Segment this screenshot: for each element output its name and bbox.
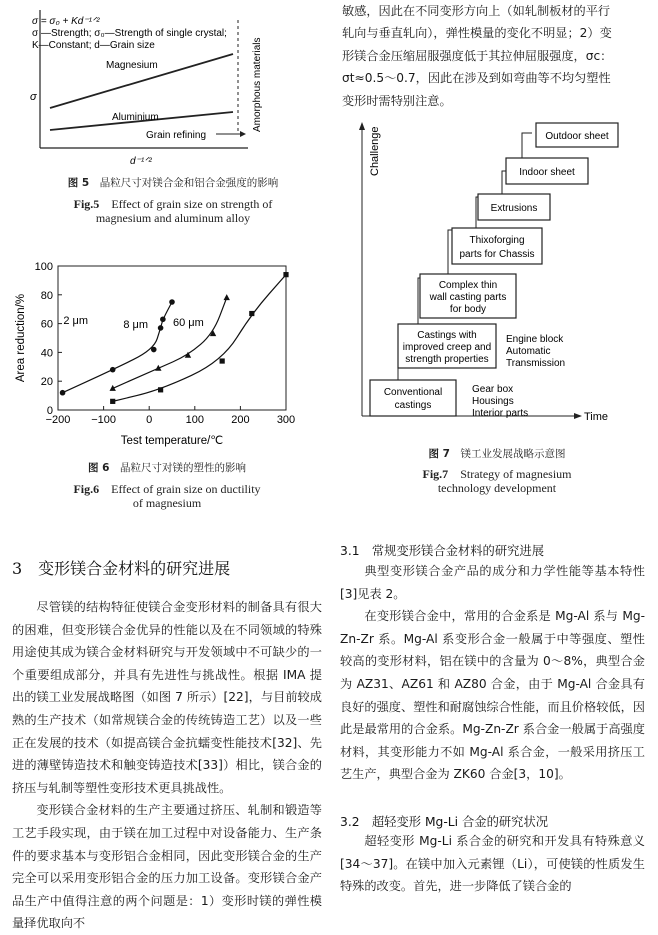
fig7-box-castings-text-2: improved creep and (402, 342, 492, 353)
fig7-box-thixoforging-text-1: Thixoforging (469, 235, 525, 246)
y-tick-label: 40 (40, 347, 53, 360)
figure-5-diagram (28, 2, 318, 172)
section-3-1-paragraph-1: 典型变形镁合金产品的成分和力学性能等基本特性[3]见表 2。 (340, 564, 645, 601)
fig7-side-gearbox-3: Interior parts (472, 408, 529, 419)
section-3-1-heading: 3.1 常规变形镁合金材料的研究进展 (340, 544, 545, 558)
fig5-x-label: d⁻¹ᐟ² (130, 156, 152, 167)
fig7-box-outdoor-sheet-text: Outdoor sheet (545, 131, 609, 142)
fig7-box-castings-text-1: Castings with (417, 330, 477, 341)
data-point-circle (160, 316, 166, 322)
figure-6-chart (8, 250, 320, 450)
data-point-circle (151, 347, 157, 353)
fig7-box-castings-text-3: strength properties (405, 354, 489, 365)
fig6-caption-en: Fig.6 Effect of grain size on ductility of magnesium (73, 482, 261, 510)
y-tick-label: 0 (46, 405, 53, 417)
fig7-x-label: Time (584, 411, 609, 423)
fig7-side-engine-1: Engine block (506, 334, 564, 345)
data-point-square (249, 311, 254, 316)
x-tick-label: 200 (231, 414, 250, 426)
fig5-caption-en: Fig.5 Effect of grain size on strength of magnesium and aluminum alloy (73, 197, 273, 225)
fig7-side-engine-3: Transmission (506, 358, 566, 369)
series-label-1: 8 μm (123, 319, 148, 331)
fig7-box-extrusions-text: Extrusions (490, 203, 538, 214)
section-3-1-body (340, 560, 645, 786)
fig7-caption-en: Fig.7 Strategy of magnesium technology development (422, 467, 572, 495)
data-point-circle (110, 367, 116, 373)
section-3-1-paragraph-2: 在变形镁合金中，常用的合金系是 Mg-Al 系与 Mg-Zn-Zr 系。Mg-Al 系变形合金一般属于中等强度、塑性较高的变形材料，铝在镁中的含量为 0～8%，典型合金为 AZ31、AZ61 和 AZ80 合金，由于 Mg-Al 合金具有良好的强度、塑性和耐腐蚀综合性能，而且价格较低，因此是最常用的合金系。Mg-Zn-Zr 系合金一般属于高强度材料，其变形能力不如 Mg-Al 系合金，一般采用挤压工艺生产，典型合金为 ZK60 合金[3，10]。 (340, 609, 645, 782)
chart-frame (58, 266, 286, 410)
fig5-caption-cn: 图 5 晶粒尺寸对镁合金和铝合金强度的影响 (67, 177, 279, 189)
data-point-circle (60, 390, 66, 396)
x-tick-label: −200 (45, 414, 71, 426)
fig5-legend-line2: K—Constant; d—Grain size (32, 40, 155, 51)
fig5-y-label: σ (30, 91, 37, 103)
data-point-square (110, 399, 115, 404)
series-line-2 (113, 275, 286, 402)
section-3-2-paragraph-1: 超轻变形 Mg-Li 系合金的研究和开发具有特殊意义[34～37]。在镁中加入元素锂（Li），可使镁的性质发生特殊的改变。首先，进一步降低了镁合金的 (340, 834, 645, 894)
section-3-heading: 3 变形镁合金材料的研究进展 (12, 559, 231, 578)
x-axis-label: Test temperature/℃ (120, 435, 224, 447)
data-point-square (158, 387, 163, 392)
fig5-grain-refining-label: Grain refining (146, 130, 207, 141)
right-top-paragraph: 敏感，因此在不同变形方向上（如轧制板材的平行 轧向与垂直轧向），弹性模量的变化不明显；2）变 形镁合金压缩屈服强度低于其拉伸屈服强度，σc： σt≈0.5～0.7，因此在涉及到如弯曲等不均匀塑性 变形时需特别注意。 (342, 4, 613, 108)
series-line-1 (113, 298, 227, 389)
y-tick-label: 100 (34, 261, 53, 273)
x-tick-label: 100 (185, 414, 204, 426)
fig7-side-engine-2: Automatic (506, 346, 551, 357)
data-point-square (220, 358, 225, 363)
fig7-x-arrowhead (574, 413, 582, 419)
fig7-side-gearbox-1: Gear box (472, 384, 514, 395)
section-3-body (12, 596, 322, 935)
fig7-box-complex-text-3: for body (449, 304, 487, 315)
fig7-box-conventional-text-2: castings (394, 400, 432, 411)
fig5-aluminium-label: Aluminium (112, 112, 159, 123)
fig7-y-arrowhead (359, 122, 365, 130)
fig7-box-thixoforging-text-2: parts for Chassis (459, 249, 535, 260)
fig6-caption-cn: 图 6 晶粒尺寸对镁的塑性的影响 (88, 462, 246, 474)
fig7-box-complex-text-1: Complex thin (438, 280, 498, 291)
fig7-side-gearbox-2: Housings (472, 396, 514, 407)
data-point-circle (169, 299, 175, 305)
x-tick-label: 300 (276, 414, 296, 426)
section-3-2-body (340, 830, 645, 898)
fig5-magnesium-label: Magnesium (106, 60, 158, 71)
fig7-box-complex-text-2: wall casting parts (429, 292, 507, 303)
chart-series (60, 272, 289, 404)
y-axis-label: Area reduction/% (15, 293, 27, 383)
fig7-box-conventional-text-1: Conventional (383, 387, 443, 398)
fig5-legend-line1: σ —Strength; σ₀—Strength of single crystal; (32, 28, 227, 39)
figure-7-diagram (352, 118, 648, 436)
fig5-amorphous-label: Amorphous materials (252, 37, 263, 132)
y-tick-label: 20 (40, 376, 53, 389)
data-point-square (283, 272, 288, 277)
section-3-paragraph-1: 尽管镁的结构特征使镁合金变形材料的制备具有很大的困难，但变形镁合金优异的性能以及在不同领域的特殊用途使其成为镁合金材料研究与开发领域中不可缺少的一个重要组成部分，并具有先进性与挑战性。根据 IMA 提出的镁工业发展战略图（如图 7 所示）[22]，与目前较成熟的生产技术（如常规镁合金的传统铸造工艺）以及一些正在发展的技术（如提高镁合金抗蠕变性能技术[32]、先进的薄壁铸造技术和触变铸造技术[33]）相比，镁合金的挤压与轧制等塑性变形技术更具挑战性。 (12, 600, 322, 795)
data-point-triangle (224, 294, 230, 300)
fig5-equation: σ = σ₀ + Kd⁻¹ᐟ² (32, 16, 100, 27)
x-tick-label: 0 (146, 414, 153, 426)
data-point-circle (158, 325, 164, 331)
y-tick-label: 60 (40, 318, 53, 331)
chart-series-labels (63, 315, 203, 331)
fig7-y-label: Challenge (369, 126, 381, 176)
y-tick-label: 80 (40, 289, 53, 302)
chart-axes (15, 261, 295, 447)
fig5-refining-arrowhead (240, 131, 246, 137)
fig7-box-indoor-sheet-text: Indoor sheet (519, 167, 575, 178)
x-tick-label: −100 (91, 414, 116, 426)
series-label-2: 60 μm (173, 317, 204, 329)
section-3-paragraph-2: 变形镁合金材料的生产主要通过挤压、轧制和锻造等工艺手段实现，由于镁在加工过程中对设备能力、生产条件的要求基本与变形铝合金相同，因此变形镁合金的生产完全可以采用变形铝合金的压力加工设备。变形镁合金产品生产中值得注意的两个问题是：1）变形时镁的弹性模量择优取向不 (12, 803, 322, 931)
fig7-caption-cn: 图 7 镁工业发展战略示意图 (428, 448, 566, 460)
series-label-0: 2 μm (63, 315, 88, 327)
section-3-2-heading: 3.2 超轻变形 Mg-Li 合金的研究状况 (340, 815, 549, 829)
